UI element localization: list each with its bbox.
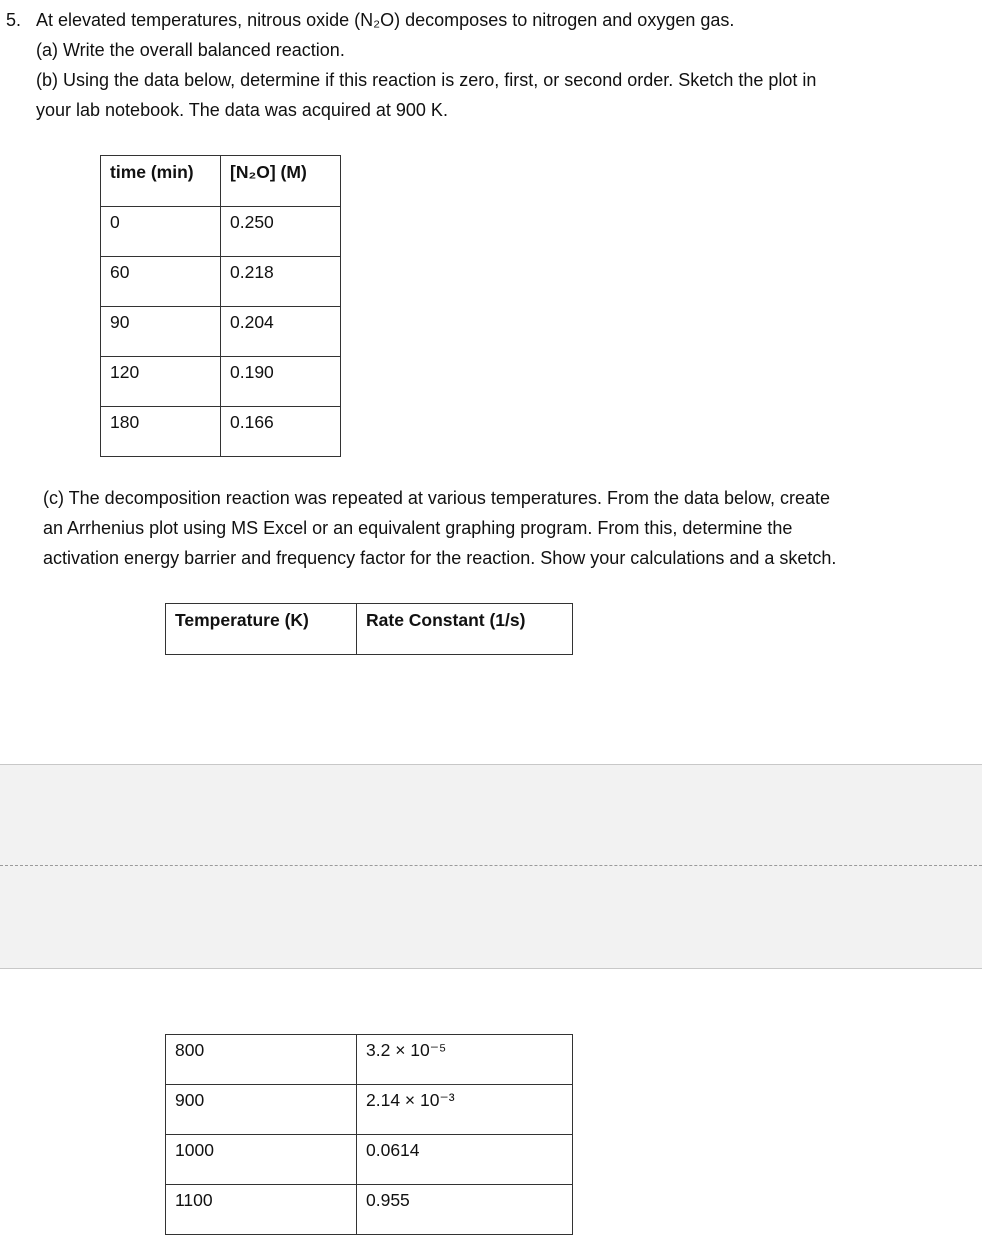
cell-time: 0 (101, 207, 221, 257)
cell-rate-constant: 3.2 × 10⁻⁵ (357, 1035, 573, 1085)
part-b-text-line2: your lab notebook. The data was acquired at 900 K. (36, 100, 448, 120)
header-temperature: Temperature (K) (166, 604, 357, 655)
question-number: 5. (6, 10, 22, 30)
table-row (166, 1035, 573, 1085)
cell-concentration: 0.250 (221, 207, 341, 257)
table-row (101, 207, 341, 257)
cell-temperature: 1000 (166, 1135, 357, 1185)
part-c-text-line2: an Arrhenius plot using MS Excel or an equivalent graphing program. From this, determine the (43, 518, 793, 538)
cell-temperature: 800 (166, 1035, 357, 1085)
cell-concentration: 0.190 (221, 357, 341, 407)
cell-concentration: 0.204 (221, 307, 341, 357)
rate-constant-table-header (165, 603, 573, 655)
rate-constant-table-body (165, 1034, 573, 1235)
cell-rate-constant: 0.0614 (357, 1135, 573, 1185)
cell-time: 90 (101, 307, 221, 357)
cell-rate-constant: 2.14 × 10⁻³ (357, 1085, 573, 1135)
header-time: time (min) (101, 156, 221, 207)
part-b-text-line1: (b) Using the data below, determine if this reaction is zero, first, or second order. Sketch the plot in (36, 70, 817, 90)
table-row (101, 407, 341, 457)
cell-temperature: 900 (166, 1085, 357, 1135)
part-c-text-line1: (c) The decomposition reaction was repeated at various temperatures. From the data below, create (43, 488, 831, 508)
concentration-time-table (100, 155, 341, 457)
table-row (101, 257, 341, 307)
part-c-text-line3: activation energy barrier and frequency factor for the reaction. Show your calculations and a sketch. (43, 548, 837, 568)
cell-concentration: 0.166 (221, 407, 341, 457)
header-concentration: [N₂O] (M) (221, 156, 341, 207)
table-header-row (166, 604, 573, 655)
cell-time: 60 (101, 257, 221, 307)
cell-rate-constant: 0.955 (357, 1185, 573, 1235)
table-row (101, 357, 341, 407)
part-a-text: (a) Write the overall balanced reaction. (36, 40, 345, 60)
table-header-row (101, 156, 341, 207)
cell-temperature: 1100 (166, 1185, 357, 1235)
page-break-gap (0, 764, 982, 969)
page-break-line (0, 865, 982, 866)
table-row (101, 307, 341, 357)
table-row (166, 1085, 573, 1135)
table-row (166, 1135, 573, 1185)
header-rate-constant: Rate Constant (1/s) (357, 604, 573, 655)
cell-time: 120 (101, 357, 221, 407)
question-intro: At elevated temperatures, nitrous oxide (N₂O) decomposes to nitrogen and oxygen gas. (36, 10, 735, 30)
cell-time: 180 (101, 407, 221, 457)
cell-concentration: 0.218 (221, 257, 341, 307)
table-row (166, 1185, 573, 1235)
